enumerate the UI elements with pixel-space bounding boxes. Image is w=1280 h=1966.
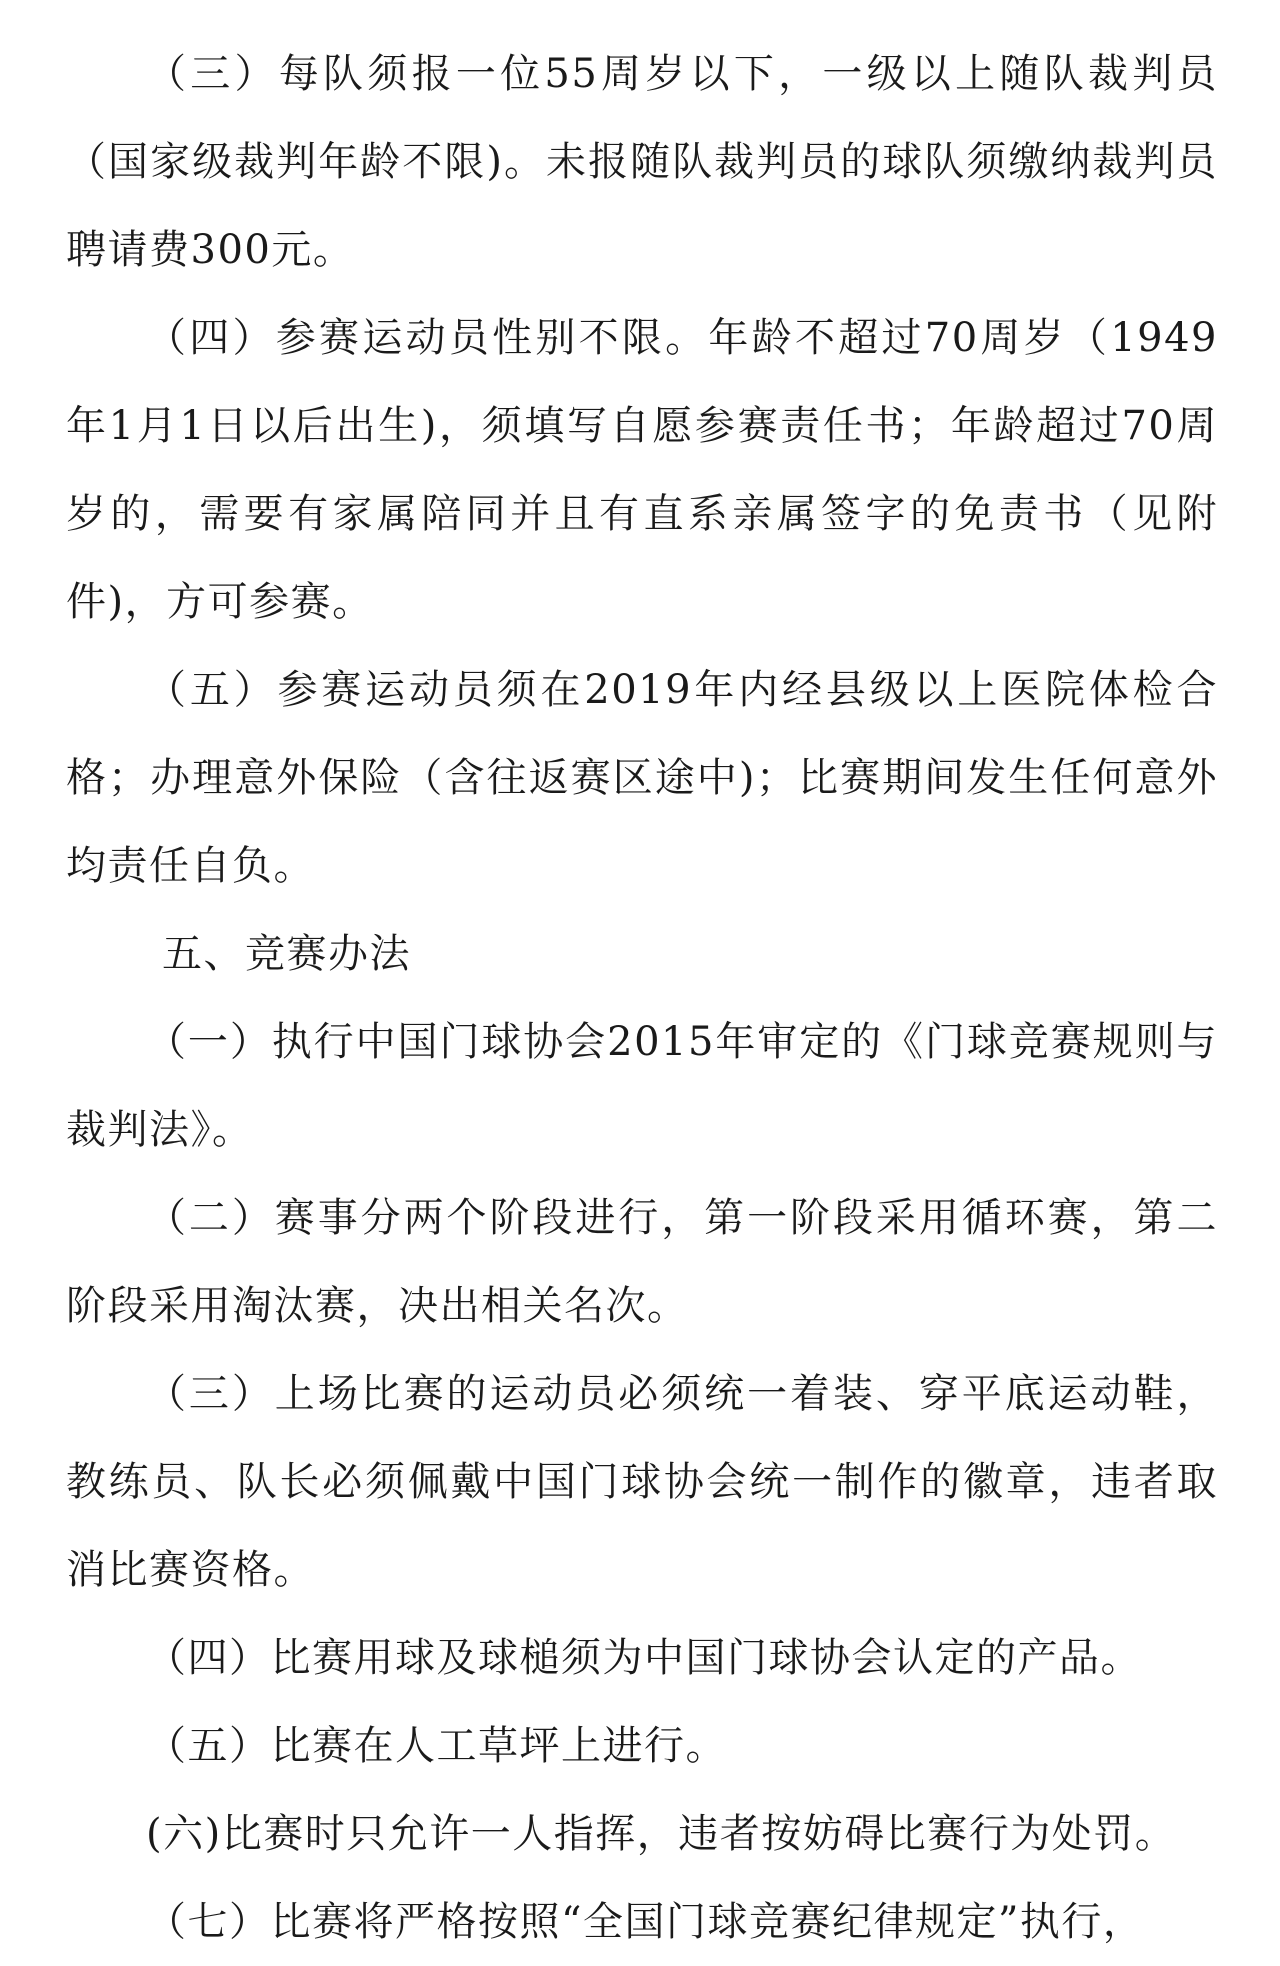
paragraph-uniform: （三）上场比赛的运动员必须统一着装、穿平底运动鞋，教练员、队长必须佩戴中国门球协会统一制作的徽章，违者取消比赛资格。 [66,1371,1218,1593]
paragraph-athlete-age: （四）参赛运动员性别不限。年龄不超过70周岁（1949年1月1日以后出生)，须填写自愿参赛责任书；年龄超过70周岁的，需要有家属陪同并且有直系亲属签字的免责书（见附件)，方可参赛。 [66,315,1218,625]
paragraph-medical-insurance: （五）参赛运动员须在2019年内经县级以上医院体检合格；办理意外保险（含往返赛区途中)；比赛期间发生任何意外均责任自负。 [66,667,1218,889]
paragraph-turf: （五）比赛在人工草坪上进行。 [146,1723,727,1769]
section-heading-competition-method: 五、竞赛办法 [162,931,411,977]
paragraph-referee-requirement: （三）每队须报一位55周岁以下，一级以上随队裁判员（国家级裁判年龄不限)。未报随队裁判员的球队须缴纳裁判员聘请费300元。 [66,51,1218,273]
paragraph-equipment: （四）比赛用球及球槌须为中国门球协会认定的产品。 [146,1635,1142,1681]
paragraph-rules: （一）执行中国门球协会2015年审定的《门球竞赛规则与裁判法》。 [66,1019,1218,1153]
paragraph-discipline: （七）比赛将严格按照“全国门球竞赛纪律规定”执行， [146,1899,1145,1945]
paragraph-stages: （二）赛事分两个阶段进行，第一阶段采用循环赛，第二阶段采用淘汰赛，决出相关名次。 [66,1195,1218,1329]
paragraph-command: (六)比赛时只允许一人指挥，违者按妨碍比赛行为处罚。 [146,1811,1177,1857]
